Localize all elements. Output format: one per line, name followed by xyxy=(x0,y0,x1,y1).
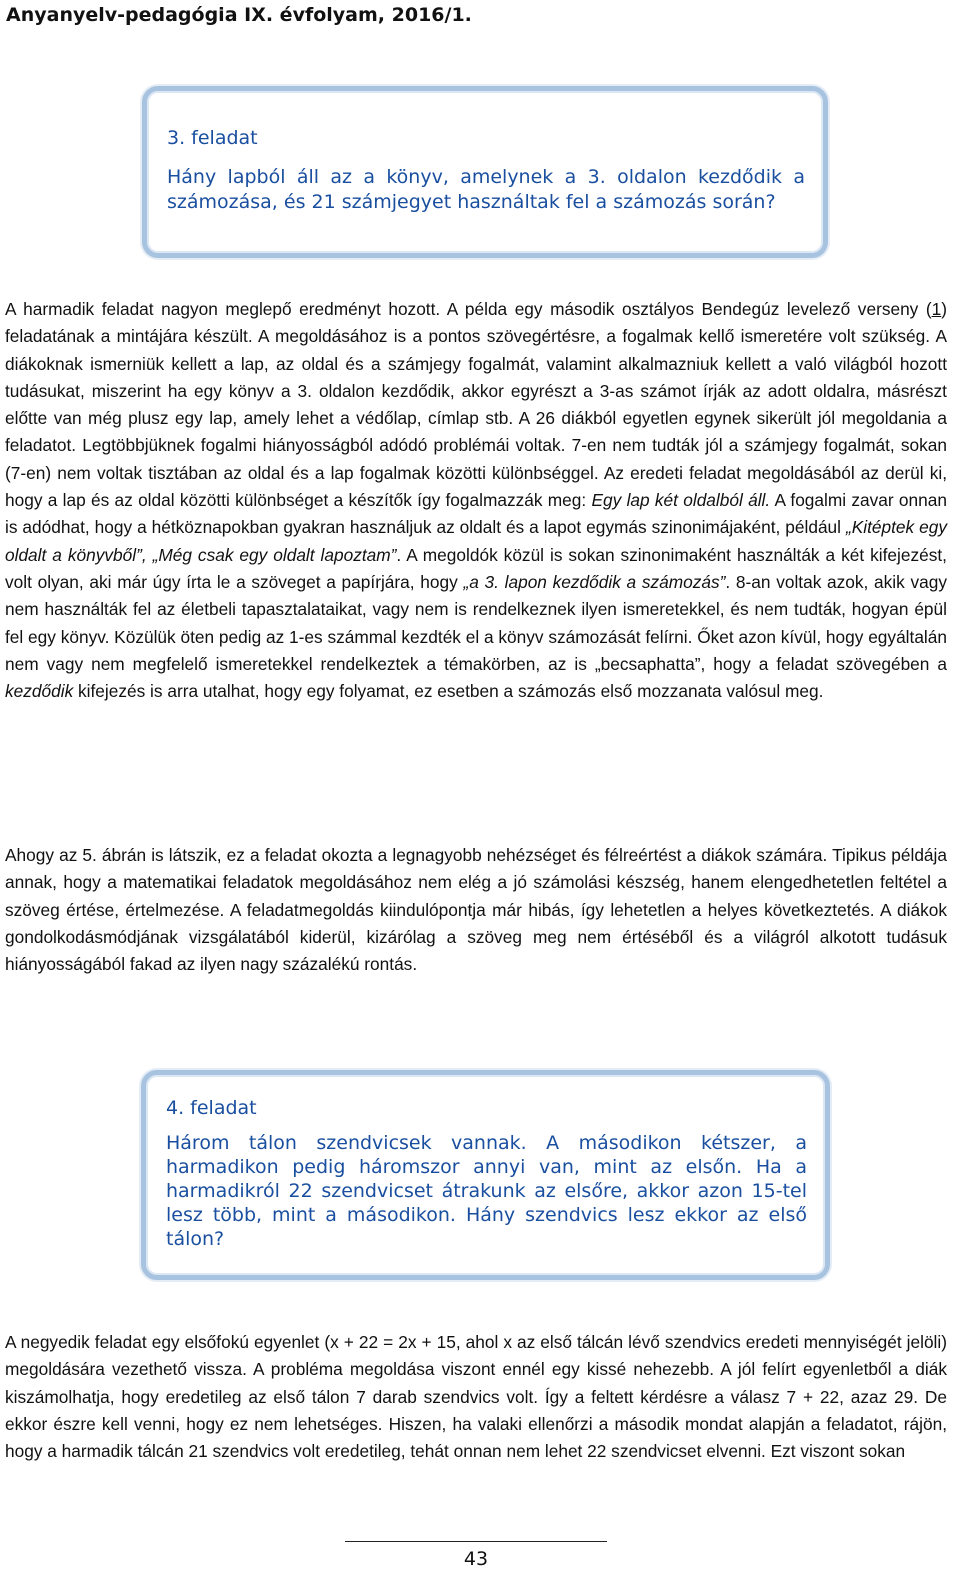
task-4-line: tálon? xyxy=(166,1228,225,1250)
paragraph-task-4-analysis: A negyedik feladat egy elsőfokú egyenlet (x + 22 = 2x + 15, ahol x az első tálcán lévő szendvics eredeti mennyiségét jelöli) megoldására vezethető vissza. A probléma megoldása viszont ennél egy kissé nehezebb. A jól felírt egyenletből a diák kiszámolhatja, hogy eredetileg az első tálon 7 darab szendvics volt. Így a feltett kérdésre a válasz 7 + 22, azaz 29. De ekkor észre kell venni, hogy ez nem lehetséges. Hiszen, ha valaki ellenőrzi a második mondat alapján a feladatot, rájön, hogy a harmadik tálcán 21 szendvics volt eredetileg, tehát onnan nem lehet 22 szendvicset elvenni. Ezt viszont sokan xyxy=(5,1332,947,1462)
task-4-text xyxy=(166,1131,807,1251)
task-3-box xyxy=(142,86,828,258)
reference-number: 1 xyxy=(931,299,942,319)
footer-rule xyxy=(345,1541,607,1542)
italic-term: kezdődik xyxy=(5,681,74,702)
paragraph-figure-5-discussion: Ahogy az 5. ábrán is látszik, ez a feladat okozta a legnagyobb nehézséget és félreértést a diákok számára. Tipikus példája annak, hogy a matematikai feladatok megoldásához nem elég a jó számolási készség, hanem elengedhetetlen feltétel a szöveg értése, értelmezése. A feladatmegoldás kiindulópontja már hibás, így lehetetlen a helyes következtetés. A diákok gondolkodásmódjának vizsgálatából kiderül, kizárólag a szöveg meg nem értéséből és a világról alkotott tudásuk hiányosságából fakad az ilyen nagy százalékú rontás. xyxy=(5,845,947,975)
task-3-line: számozása, és 21 számjegyet használtak fel a számozás során? xyxy=(167,191,776,213)
task-3-line: Hány lapból áll az a könyv, amelynek a 3. oldalon kezdődik a xyxy=(167,166,805,188)
text-run: . A megoldók közül is sokan szinonimaként használták a két kifejezést, volt olyan, aki már úgy írta le a szöveget a papírjára, hogy xyxy=(5,544,947,592)
task-4-line: Három tálon szendvicsek vannak. A másodikon kétszer, a xyxy=(166,1132,807,1154)
italic-quote: „a 3. lapon kezdődik a számozás” xyxy=(463,571,726,592)
text-run: A fogalmi zavar onnan is adódhat, hogy a hétköznapokban gyakran használjuk az oldalt és a lapot egymás szinonimájaként, például xyxy=(5,490,947,538)
text-run: kifejezés is arra utalhat, hogy egy folyamat, ez esetben a számozás első mozzanata valósul meg. xyxy=(73,681,824,702)
paragraph-task-3-analysis xyxy=(5,296,947,705)
task-4-line: harmadikról 22 szendvicset átrakunk az elsőre, akkor azon 15-tel xyxy=(166,1180,807,1202)
task-3-text xyxy=(167,165,805,215)
text-run: A harmadik feladat nagyon meglepő eredményt hozott. A példa egy második osztályos Bendegúz levelező verseny ( xyxy=(5,299,932,319)
task-4-line: harmadikon pedig háromszor annyi van, mint az elsőn. Ha a xyxy=(166,1156,807,1178)
italic-quote: „Kitéptek egy oldalt a könyvből”, „Még csak egy oldalt lapoztam” xyxy=(5,517,947,565)
task-4-line: lesz több, mint a másodikon. Hány szendvics lesz ekkor az első xyxy=(166,1204,807,1226)
task-4-box xyxy=(141,1070,830,1280)
task-3-title: 3. feladat xyxy=(167,127,258,149)
text-run: . 8-an voltak azok, akik vagy nem használták fel az életbeli tapasztalataikat, vagy nem is rendelkeznek ilyen ismeretekkel, és nem tudták, hogyan épül fel egy könyv. Közülük öten pedig az 1-es számmal kezdték el a könyv számozását felírni. Őket azon kívül, hogy egyáltalán nem vagy nem megfelelő ismeretekkel rendelkeztek a témakörben, az is „becsaphatta”, hogy a feladat szövegében a xyxy=(5,571,947,674)
italic-quote: Egy lap két oldalból áll. xyxy=(591,490,771,511)
task-4-title: 4. feladat xyxy=(166,1097,257,1119)
page-number: 43 xyxy=(463,1548,489,1570)
text-run: ) feladatának a mintájára készült. A megoldásához is a pontos szövegértésre, a fogalmak kellő ismeretére volt szükség. A diákoknak ismerniük kellett a lap, az oldal és a számjegy fogalmát, valamint alkalmazniuk kellett a való világból hozott tudásukat, miszerint ha egy könyv a 3. oldalon kezdődik, akkor egyrészt a 3-as számot írják az adott oldalra, másrészt előtte van még plusz egy lap, amely lehet a védőlap, címlap stb. A 26 diákból egyetlen egynek sikerült jól megoldania a feladatot. Legtöbbjüknek fogalmi hiányosságból adódó problémái voltak. 7-en nem tudták jól a számjegy fogalmát, sokan (7-en) nem voltak tisztában az oldal és a lap fogalmak közötti különbséggel. Az eredeti feladat megoldásából az derül ki, hogy a lap és az oldal közötti különbséget a készítők így fogalmazzák meg: xyxy=(5,299,947,511)
running-header: Anyanyelv-pedagógia IX. évfolyam, 2016/1. xyxy=(6,4,472,26)
